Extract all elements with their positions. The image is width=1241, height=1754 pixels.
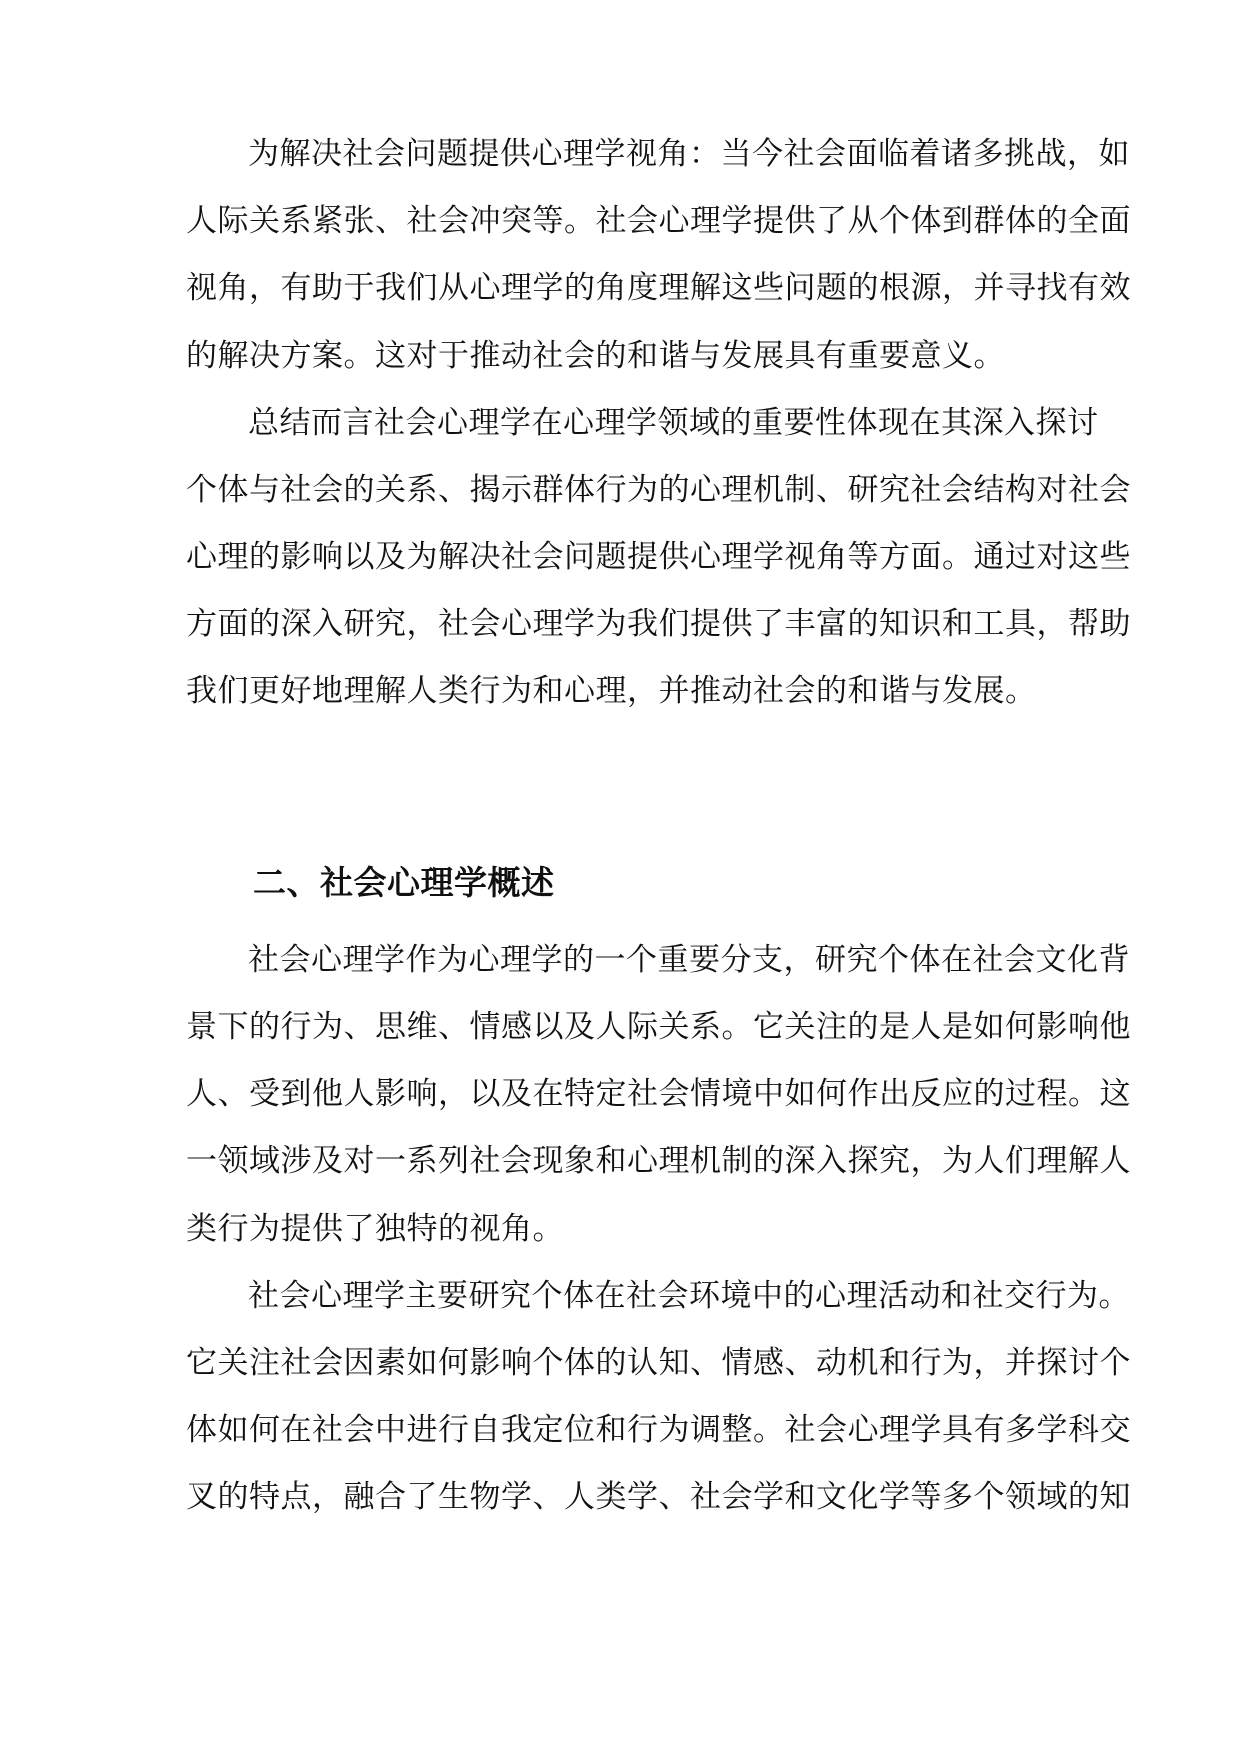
paragraph-2-line-3: 心理的影响以及为解决社会问题提供心理学视角等方面。通过对这些 [186, 539, 1131, 575]
paragraph-3-line-2: 景下的行为、思维、情感以及人际关系。它关注的是人是如何影响他 [186, 1009, 1131, 1045]
paragraph-1-line-3: 视角，有助于我们从心理学的角度理解这些问题的根源，并寻找有效 [186, 270, 1131, 306]
paragraph-1-line-2: 人际关系紧张、社会冲突等。社会心理学提供了从个体到群体的全面 [186, 203, 1131, 239]
paragraph-4-line-4: 叉的特点，融合了生物学、人类学、社会学和文化学等多个领域的知 [186, 1479, 1131, 1515]
paragraph-2-line-5: 我们更好地理解人类行为和心理，并推动社会的和谐与发展。 [186, 673, 1037, 709]
paragraph-4-line-1: 社会心理学主要研究个体在社会环境中的心理活动和社交行为。 [248, 1278, 1130, 1314]
paragraph-3-line-4: 一领域涉及对一系列社会现象和心理机制的深入探究，为人们理解人 [186, 1143, 1131, 1179]
paragraph-2-line-2: 个体与社会的关系、揭示群体行为的心理机制、研究社会结构对社会 [186, 472, 1131, 508]
paragraph-4-line-2: 它关注社会因素如何影响个体的认知、情感、动机和行为，并探讨个 [186, 1345, 1131, 1381]
paragraph-3-line-1: 社会心理学作为心理学的一个重要分支，研究个体在社会文化背 [248, 942, 1130, 978]
paragraph-1-line-4: 的解决方案。这对于推动社会的和谐与发展具有重要意义。 [186, 338, 1005, 374]
paragraph-2-line-1: 总结而言社会心理学在心理学领域的重要性体现在其深入探讨 [248, 405, 1099, 441]
paragraph-4-line-3: 体如何在社会中进行自我定位和行为调整。社会心理学具有多学科交 [186, 1412, 1131, 1448]
paragraph-3-line-3: 人、受到他人影响，以及在特定社会情境中如何作出反应的过程。这 [186, 1076, 1131, 1112]
section-heading: 二、社会心理学概述 [253, 863, 555, 902]
paragraph-2-line-4: 方面的深入研究，社会心理学为我们提供了丰富的知识和工具，帮助 [186, 606, 1131, 642]
paragraph-1-line-1: 为解决社会问题提供心理学视角：当今社会面临着诸多挑战，如 [248, 136, 1130, 172]
paragraph-3-line-5: 类行为提供了独特的视角。 [186, 1211, 564, 1247]
